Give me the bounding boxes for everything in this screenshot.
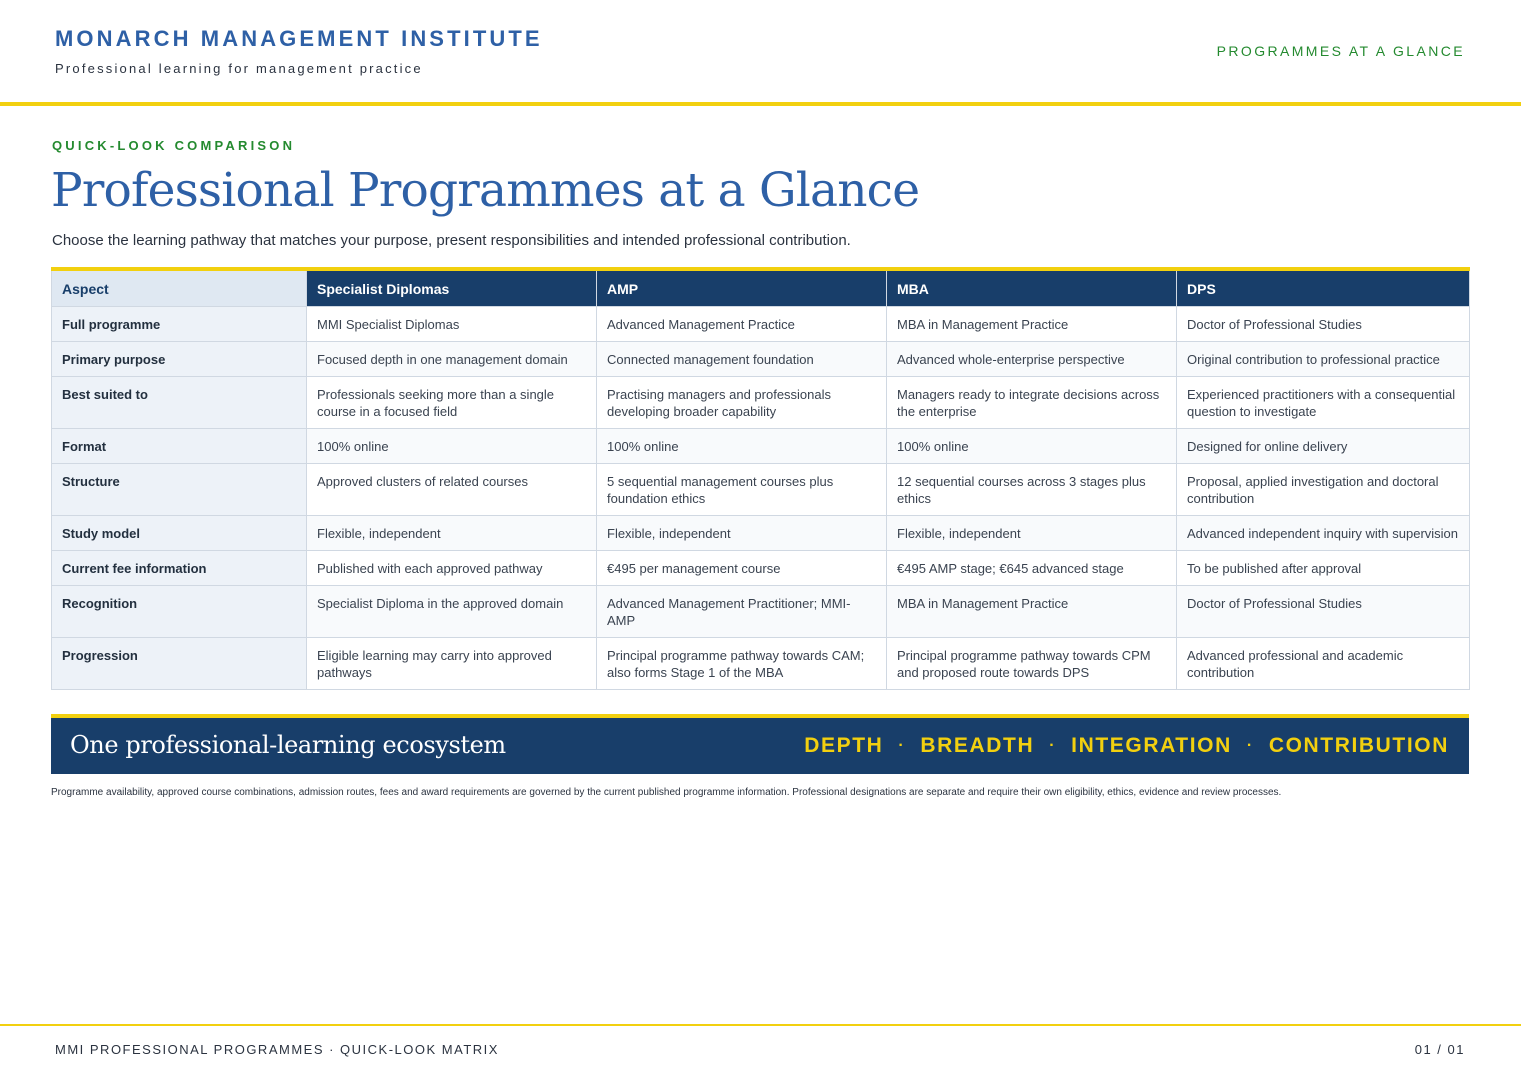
column-header-specialist-diplomas: Specialist Diplomas (307, 269, 597, 307)
table-cell: Managers ready to integrate decisions across the enterprise (887, 377, 1177, 429)
table-cell: Principal programme pathway towards CAM; also forms Stage 1 of the MBA (597, 638, 887, 690)
table-cell: Flexible, independent (887, 516, 1177, 551)
page-footer (0, 1024, 1521, 1077)
footer-label: MMI PROFESSIONAL PROGRAMMES · QUICK-LOOK MATRIX (55, 1042, 499, 1057)
table-cell: Approved clusters of related courses (307, 464, 597, 516)
table-cell: Focused depth in one management domain (307, 342, 597, 377)
table-row (52, 307, 1470, 342)
column-header-dps: DPS (1177, 269, 1470, 307)
column-header-mba: MBA (887, 269, 1177, 307)
table-cell: 100% online (597, 429, 887, 464)
row-label: Structure (52, 464, 307, 516)
row-label: Progression (52, 638, 307, 690)
table-cell: 100% online (887, 429, 1177, 464)
table-cell: 5 sequential management courses plus foundation ethics (597, 464, 887, 516)
section-label: PROGRAMMES AT A GLANCE (1216, 43, 1465, 59)
brand-tagline: Professional learning for management practice (55, 61, 423, 76)
eyebrow-label: QUICK-LOOK COMPARISON (52, 138, 296, 153)
table-cell: Published with each approved pathway (307, 551, 597, 586)
table-row (52, 464, 1470, 516)
table-cell: Advanced whole-enterprise perspective (887, 342, 1177, 377)
column-header-aspect: Aspect (52, 269, 307, 307)
row-label: Format (52, 429, 307, 464)
table-cell: 12 sequential courses across 3 stages plus ethics (887, 464, 1177, 516)
table-row (52, 638, 1470, 690)
table-cell: Advanced Management Practitioner; MMI-AMP (597, 586, 887, 638)
page-title: Professional Programmes at a Glance (51, 163, 920, 218)
table-cell: Designed for online delivery (1177, 429, 1470, 464)
table-cell: Experienced practitioners with a consequential question to investigate (1177, 377, 1470, 429)
table-cell: MBA in Management Practice (887, 586, 1177, 638)
banner-statement: One professional-learning ecosystem (70, 731, 506, 759)
table-header-row (52, 269, 1470, 307)
table-cell: To be published after approval (1177, 551, 1470, 586)
pillar-separator: · (1246, 737, 1254, 754)
page-number: 01 / 01 (1414, 1042, 1465, 1057)
pillar-depth: DEPTH (804, 734, 884, 757)
table-cell: MMI Specialist Diplomas (307, 307, 597, 342)
comparison-table (51, 267, 1470, 690)
page-subtitle: Choose the learning pathway that matches your purpose, present responsibilities and intended professional contribution. (52, 232, 851, 249)
row-label: Current fee information (52, 551, 307, 586)
table-cell: Advanced independent inquiry with supervision (1177, 516, 1470, 551)
table-cell: Doctor of Professional Studies (1177, 586, 1470, 638)
pillar-separator: · (898, 737, 906, 754)
table-cell: Eligible learning may carry into approved pathways (307, 638, 597, 690)
table-cell: €495 AMP stage; €645 advanced stage (887, 551, 1177, 586)
table-row (52, 551, 1470, 586)
table-cell: MBA in Management Practice (887, 307, 1177, 342)
table-row (52, 377, 1470, 429)
page-header (0, 0, 1521, 106)
row-label: Recognition (52, 586, 307, 638)
table-cell: Practising managers and professionals developing broader capability (597, 377, 887, 429)
table-cell: 100% online (307, 429, 597, 464)
table-cell: Original contribution to professional practice (1177, 342, 1470, 377)
table-cell: Proposal, applied investigation and doctoral contribution (1177, 464, 1470, 516)
column-header-amp: AMP (597, 269, 887, 307)
row-label: Best suited to (52, 377, 307, 429)
table-cell: Specialist Diploma in the approved domain (307, 586, 597, 638)
table-cell: Advanced Management Practice (597, 307, 887, 342)
row-label: Primary purpose (52, 342, 307, 377)
table-cell: Flexible, independent (307, 516, 597, 551)
table-cell: Connected management foundation (597, 342, 887, 377)
pillar-breadth: BREADTH (920, 734, 1035, 757)
brand-name: MONARCH MANAGEMENT INSTITUTE (55, 26, 543, 51)
pillar-contribution: CONTRIBUTION (1268, 734, 1449, 757)
table-row (52, 429, 1470, 464)
table-cell: Doctor of Professional Studies (1177, 307, 1470, 342)
table-cell: €495 per management course (597, 551, 887, 586)
disclaimer-note: Programme availability, approved course combinations, admission routes, fees and award requirements are governed by the current published programme information. Professional designations are separate and require their own eligibility, ethics, evidence and review processes. (51, 787, 1282, 798)
table-cell: Principal programme pathway towards CPM and proposed route towards DPS (887, 638, 1177, 690)
table-cell: Professionals seeking more than a single course in a focused field (307, 377, 597, 429)
table-cell: Flexible, independent (597, 516, 887, 551)
table-row (52, 516, 1470, 551)
pillar-list (804, 734, 1449, 758)
pillar-integration: INTEGRATION (1071, 734, 1232, 757)
table-row (52, 342, 1470, 377)
pillar-separator: · (1049, 737, 1057, 754)
ecosystem-banner (51, 714, 1469, 774)
table-cell: Advanced professional and academic contribution (1177, 638, 1470, 690)
row-label: Study model (52, 516, 307, 551)
table-row (52, 586, 1470, 638)
row-label: Full programme (52, 307, 307, 342)
